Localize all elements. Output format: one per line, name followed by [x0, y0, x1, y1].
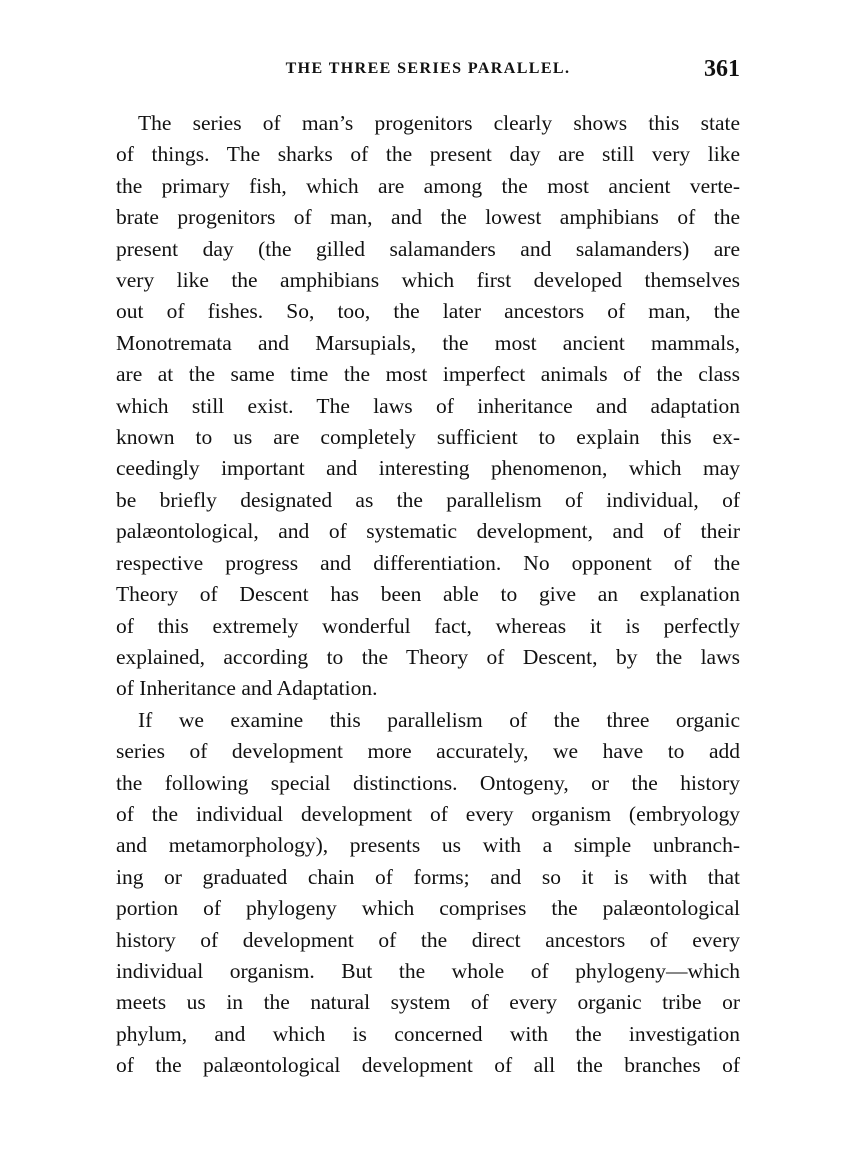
text-line: of things. The sharks of the present day are still very like [116, 142, 740, 167]
book-page [116, 56, 740, 1082]
text-line: Theory of Descent has been able to give an explanation [116, 582, 740, 607]
text-line: individual organism. But the whole of phylogeny—which [116, 958, 740, 983]
text-line: of the individual development of every organism (embryology [116, 801, 740, 826]
text-line: meets us in the natural system of every organic tribe or [116, 990, 740, 1015]
text-line: ceedingly important and interesting phenomenon, which may [116, 456, 740, 481]
text-line: the primary fish, which are among the most ancient verte- [116, 173, 740, 198]
page-header [116, 56, 740, 90]
text-line: which still exist. The laws of inheritance and adaptation [116, 393, 740, 418]
text-line: respective progress and differentiation. No opponent of the [116, 550, 740, 575]
text-line: of Inheritance and Adaptation. [116, 676, 378, 701]
text-line: ing or graduated chain of forms; and so it is with that [116, 864, 740, 889]
text-line: are at the same time the most imperfect animals of the class [116, 362, 740, 387]
text-line: portion of phylogeny which comprises the palæontological [116, 896, 740, 921]
paragraph-1 [116, 108, 740, 705]
page-number: 361 [704, 56, 740, 82]
text-line: be briefly designated as the parallelism of individual, of [116, 487, 740, 512]
text-line: very like the amphibians which first developed themselves [116, 268, 740, 293]
paragraph-2 [116, 705, 740, 1082]
text-line: out of fishes. So, too, the later ancestors of man, the [116, 299, 740, 324]
text-line: Monotremata and Marsupials, the most ancient mammals, [116, 330, 740, 355]
text-line: history of development of the direct ancestors of every [116, 927, 740, 952]
text-line: the following special distinctions. Ontogeny, or the history [116, 770, 740, 795]
running-head: THE THREE SERIES PARALLEL. [285, 60, 571, 77]
text-line: palæontological, and of systematic development, and of their [116, 519, 740, 544]
text-line: of the palæontological development of all the branches of [116, 1053, 740, 1078]
text-line: phylum, and which is concerned with the investigation [116, 1021, 740, 1046]
text-line: and metamorphology), presents us with a simple unbranch- [116, 833, 740, 858]
text-line: If we examine this parallelism of the three organic [138, 707, 740, 732]
text-line: known to us are completely sufficient to explain this ex- [116, 425, 740, 450]
text-line: The series of man’s progenitors clearly shows this state [138, 111, 740, 135]
text-line: brate progenitors of man, and the lowest amphibians of the [116, 205, 740, 230]
text-line: present day (the gilled salamanders and salamanders) are [116, 236, 740, 261]
text-line: explained, according to the Theory of Descent, by the laws [116, 644, 740, 669]
text-line: series of development more accurately, we have to add [116, 739, 740, 764]
text-line: of this extremely wonderful fact, whereas it is perfectly [116, 613, 740, 638]
